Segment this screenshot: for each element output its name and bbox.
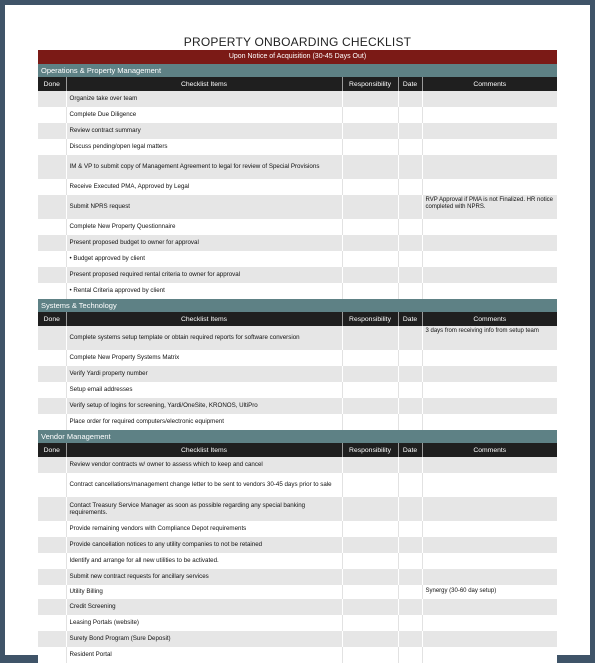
done-cell[interactable]	[38, 553, 66, 569]
comments-cell[interactable]	[422, 350, 557, 366]
responsibility-cell[interactable]	[342, 631, 398, 647]
comments-cell[interactable]	[422, 107, 557, 123]
done-cell[interactable]	[38, 283, 66, 299]
checklist-item: Credit Screening	[66, 599, 342, 615]
comments-cell[interactable]	[422, 599, 557, 615]
section-header: Systems & Technology	[38, 299, 557, 312]
comments-cell[interactable]	[422, 398, 557, 414]
comments-cell[interactable]	[422, 267, 557, 283]
checklist-item: Submit NPRS request	[66, 195, 342, 219]
date-cell[interactable]	[398, 155, 422, 179]
date-cell[interactable]	[398, 615, 422, 631]
comments-cell[interactable]	[422, 155, 557, 179]
checklist-row	[38, 235, 557, 251]
done-cell[interactable]	[38, 398, 66, 414]
responsibility-cell[interactable]	[342, 414, 398, 430]
column-header-items: Checklist Items	[66, 77, 342, 91]
checklist-item: Complete New Property Systems Matrix	[66, 350, 342, 366]
checklist-item: Leasing Portals (website)	[66, 615, 342, 631]
done-cell[interactable]	[38, 350, 66, 366]
done-cell[interactable]	[38, 585, 66, 599]
checklist-row	[38, 155, 557, 179]
timeline-banner: Upon Notice of Acquisition (30-45 Days Out)	[38, 50, 557, 64]
responsibility-cell[interactable]	[342, 123, 398, 139]
comments-cell[interactable]: RVP Approval if PMA is not Finalized. HR notice completed with NPRS.	[422, 195, 557, 219]
checklist-section	[38, 299, 557, 430]
comments-cell[interactable]	[422, 414, 557, 430]
checklist-item: Contact Treasury Service Manager as soon as possible regarding any special banking requirements.	[66, 497, 342, 521]
comments-cell[interactable]	[422, 631, 557, 647]
date-cell[interactable]	[398, 521, 422, 537]
comments-cell[interactable]	[422, 91, 557, 107]
checklist-row	[38, 457, 557, 473]
checklist-row	[38, 123, 557, 139]
responsibility-cell[interactable]	[342, 235, 398, 251]
comments-cell[interactable]	[422, 473, 557, 497]
checklist-section	[38, 64, 557, 299]
date-cell[interactable]	[398, 569, 422, 585]
responsibility-cell[interactable]	[342, 155, 398, 179]
column-header-comments: Comments	[422, 443, 557, 457]
checklist-item: Provide remaining vendors with Compliance Depot requirements	[66, 521, 342, 537]
responsibility-cell[interactable]	[342, 350, 398, 366]
checklist-item: Organize take over team	[66, 91, 342, 107]
done-cell[interactable]	[38, 251, 66, 267]
date-cell[interactable]	[398, 631, 422, 647]
date-cell[interactable]	[398, 647, 422, 663]
checklist-row	[38, 553, 557, 569]
comments-cell[interactable]	[422, 382, 557, 398]
comments-cell[interactable]: 3 days from receiving info from setup team	[422, 326, 557, 350]
responsibility-cell[interactable]	[342, 497, 398, 521]
done-cell[interactable]	[38, 155, 66, 179]
checklist-row	[38, 569, 557, 585]
responsibility-cell[interactable]	[342, 91, 398, 107]
checklist-item: Identify and arrange for all new utilities to be activated.	[66, 553, 342, 569]
checklist-table	[38, 312, 557, 430]
column-header-responsibility: Responsibility	[342, 443, 398, 457]
comments-cell[interactable]	[422, 123, 557, 139]
responsibility-cell[interactable]	[342, 107, 398, 123]
checklist-row	[38, 414, 557, 430]
comments-cell[interactable]	[422, 569, 557, 585]
responsibility-cell[interactable]	[342, 599, 398, 615]
done-cell[interactable]	[38, 326, 66, 350]
column-header-date: Date	[398, 312, 422, 326]
responsibility-cell[interactable]	[342, 457, 398, 473]
comments-cell[interactable]	[422, 553, 557, 569]
column-header-row	[38, 443, 557, 457]
column-header-row	[38, 77, 557, 91]
date-cell[interactable]	[398, 179, 422, 195]
date-cell[interactable]	[398, 219, 422, 235]
date-cell[interactable]	[398, 366, 422, 382]
done-cell[interactable]	[38, 569, 66, 585]
checklist-item: Resident Portal	[66, 647, 342, 663]
checklist-row	[38, 107, 557, 123]
column-header-comments: Comments	[422, 312, 557, 326]
done-cell[interactable]	[38, 497, 66, 521]
date-cell[interactable]	[398, 267, 422, 283]
checklist-item: • Rental Criteria approved by client	[66, 283, 342, 299]
done-cell[interactable]	[38, 521, 66, 537]
column-header-date: Date	[398, 443, 422, 457]
section-header: Vendor Management	[38, 430, 557, 443]
comments-cell[interactable]	[422, 366, 557, 382]
checklist-row	[38, 398, 557, 414]
date-cell[interactable]	[398, 414, 422, 430]
checklist-item: Complete New Property Questionnaire	[66, 219, 342, 235]
comments-cell[interactable]	[422, 647, 557, 663]
checklist-row	[38, 91, 557, 107]
checklist-item: Verify Yardi property number	[66, 366, 342, 382]
responsibility-cell[interactable]	[342, 195, 398, 219]
comments-cell[interactable]	[422, 219, 557, 235]
checklist-item: Submit new contract requests for ancillary services	[66, 569, 342, 585]
column-header-items: Checklist Items	[66, 312, 342, 326]
checklist-item: Present proposed budget to owner for approval	[66, 235, 342, 251]
done-cell[interactable]	[38, 107, 66, 123]
date-cell[interactable]	[398, 91, 422, 107]
checklist-row	[38, 537, 557, 553]
checklist-row	[38, 219, 557, 235]
done-cell[interactable]	[38, 267, 66, 283]
date-cell[interactable]	[398, 599, 422, 615]
checklist-row	[38, 326, 557, 350]
checklist-row	[38, 585, 557, 599]
checklist-row	[38, 195, 557, 219]
checklist-item: Utility Billing	[66, 585, 342, 599]
column-header-items: Checklist Items	[66, 443, 342, 457]
date-cell[interactable]	[398, 350, 422, 366]
done-cell[interactable]	[38, 219, 66, 235]
checklist-item: Review contract summary	[66, 123, 342, 139]
date-cell[interactable]	[398, 283, 422, 299]
done-cell[interactable]	[38, 631, 66, 647]
responsibility-cell[interactable]	[342, 473, 398, 497]
checklist-table	[38, 77, 557, 299]
checklist-table	[38, 443, 557, 663]
done-cell[interactable]	[38, 473, 66, 497]
responsibility-cell[interactable]	[342, 398, 398, 414]
comments-cell[interactable]	[422, 497, 557, 521]
done-cell[interactable]	[38, 615, 66, 631]
responsibility-cell[interactable]	[342, 537, 398, 553]
checklist-row	[38, 631, 557, 647]
date-cell[interactable]	[398, 473, 422, 497]
page-title: PROPERTY ONBOARDING CHECKLIST	[183, 35, 412, 49]
column-header-done: Done	[38, 312, 66, 326]
checklist-item: Receive Executed PMA, Approved by Legal	[66, 179, 342, 195]
done-cell[interactable]	[38, 599, 66, 615]
responsibility-cell[interactable]	[342, 179, 398, 195]
responsibility-cell[interactable]	[342, 267, 398, 283]
checklist-item: Discuss pending/open legal matters	[66, 139, 342, 155]
comments-cell[interactable]	[422, 537, 557, 553]
responsibility-cell[interactable]	[342, 139, 398, 155]
responsibility-cell[interactable]	[342, 219, 398, 235]
checklist-row	[38, 647, 557, 663]
column-header-responsibility: Responsibility	[342, 312, 398, 326]
checklist-item: Review vendor contracts w/ owner to assess which to keep and cancel	[66, 457, 342, 473]
checklist-row	[38, 283, 557, 299]
column-header-row	[38, 312, 557, 326]
done-cell[interactable]	[38, 91, 66, 107]
date-cell[interactable]	[398, 457, 422, 473]
checklist-item: Complete Due Diligence	[66, 107, 342, 123]
checklist-section	[38, 430, 557, 663]
done-cell[interactable]	[38, 537, 66, 553]
checklist-item: Complete systems setup template or obtain required reports for software conversion	[66, 326, 342, 350]
done-cell[interactable]	[38, 366, 66, 382]
column-header-comments: Comments	[422, 77, 557, 91]
comments-cell[interactable]	[422, 615, 557, 631]
checklist-item: Provide cancellation notices to any utility companies to not be retained	[66, 537, 342, 553]
responsibility-cell[interactable]	[342, 647, 398, 663]
checklist-item: Surety Bond Program (Sure Deposit)	[66, 631, 342, 647]
date-cell[interactable]	[398, 326, 422, 350]
responsibility-cell[interactable]	[342, 521, 398, 537]
checklist-row	[38, 350, 557, 366]
checklist-row	[38, 251, 557, 267]
checklist-item: Place order for required computers/electronic equipment	[66, 414, 342, 430]
comments-cell[interactable]	[422, 251, 557, 267]
checklist-item: • Budget approved by client	[66, 251, 342, 267]
checklist-row	[38, 382, 557, 398]
responsibility-cell[interactable]	[342, 283, 398, 299]
comments-cell[interactable]	[422, 139, 557, 155]
section-header: Operations & Property Management	[38, 64, 557, 77]
responsibility-cell[interactable]	[342, 366, 398, 382]
done-cell[interactable]	[38, 235, 66, 251]
checklist-item: Setup email addresses	[66, 382, 342, 398]
date-cell[interactable]	[398, 195, 422, 219]
date-cell[interactable]	[398, 251, 422, 267]
responsibility-cell[interactable]	[342, 326, 398, 350]
responsibility-cell[interactable]	[342, 585, 398, 599]
checklist-row	[38, 497, 557, 521]
checklist-item: Contract cancellations/management change letter to be sent to vendors 30-45 days prior to sale	[66, 473, 342, 497]
done-cell[interactable]	[38, 123, 66, 139]
done-cell[interactable]	[38, 457, 66, 473]
checklist-row	[38, 366, 557, 382]
checklist-row	[38, 521, 557, 537]
comments-cell[interactable]	[422, 235, 557, 251]
comments-cell[interactable]: Synergy (30-60 day setup)	[422, 585, 557, 599]
date-cell[interactable]	[398, 123, 422, 139]
done-cell[interactable]	[38, 195, 66, 219]
responsibility-cell[interactable]	[342, 251, 398, 267]
column-header-date: Date	[398, 77, 422, 91]
date-cell[interactable]	[398, 537, 422, 553]
checklist-item: Verify setup of logins for screening, Yardi/OneSite, KRONOS, UltiPro	[66, 398, 342, 414]
checklist-row	[38, 139, 557, 155]
responsibility-cell[interactable]	[342, 569, 398, 585]
date-cell[interactable]	[398, 398, 422, 414]
comments-cell[interactable]	[422, 521, 557, 537]
done-cell[interactable]	[38, 139, 66, 155]
done-cell[interactable]	[38, 647, 66, 663]
checklist-row	[38, 473, 557, 497]
checklist-row	[38, 599, 557, 615]
date-cell[interactable]	[398, 585, 422, 599]
responsibility-cell[interactable]	[342, 382, 398, 398]
document-page	[5, 5, 590, 659]
comments-cell[interactable]	[422, 457, 557, 473]
date-cell[interactable]	[398, 553, 422, 569]
checklist-item: IM & VP to submit copy of Management Agreement to legal for review of Special Provisions	[66, 155, 342, 179]
checklist-row	[38, 267, 557, 283]
checklist-row	[38, 179, 557, 195]
date-cell[interactable]	[398, 382, 422, 398]
done-cell[interactable]	[38, 382, 66, 398]
checklist-sections	[38, 64, 557, 663]
checklist-sheet	[38, 50, 557, 663]
comments-cell[interactable]	[422, 283, 557, 299]
checklist-row	[38, 615, 557, 631]
responsibility-cell[interactable]	[342, 553, 398, 569]
done-cell[interactable]	[38, 179, 66, 195]
date-cell[interactable]	[398, 497, 422, 521]
date-cell[interactable]	[398, 107, 422, 123]
date-cell[interactable]	[398, 139, 422, 155]
checklist-item: Present proposed required rental criteria to owner for approval	[66, 267, 342, 283]
comments-cell[interactable]	[422, 179, 557, 195]
date-cell[interactable]	[398, 235, 422, 251]
column-header-responsibility: Responsibility	[342, 77, 398, 91]
column-header-done: Done	[38, 443, 66, 457]
done-cell[interactable]	[38, 414, 66, 430]
column-header-done: Done	[38, 77, 66, 91]
responsibility-cell[interactable]	[342, 615, 398, 631]
